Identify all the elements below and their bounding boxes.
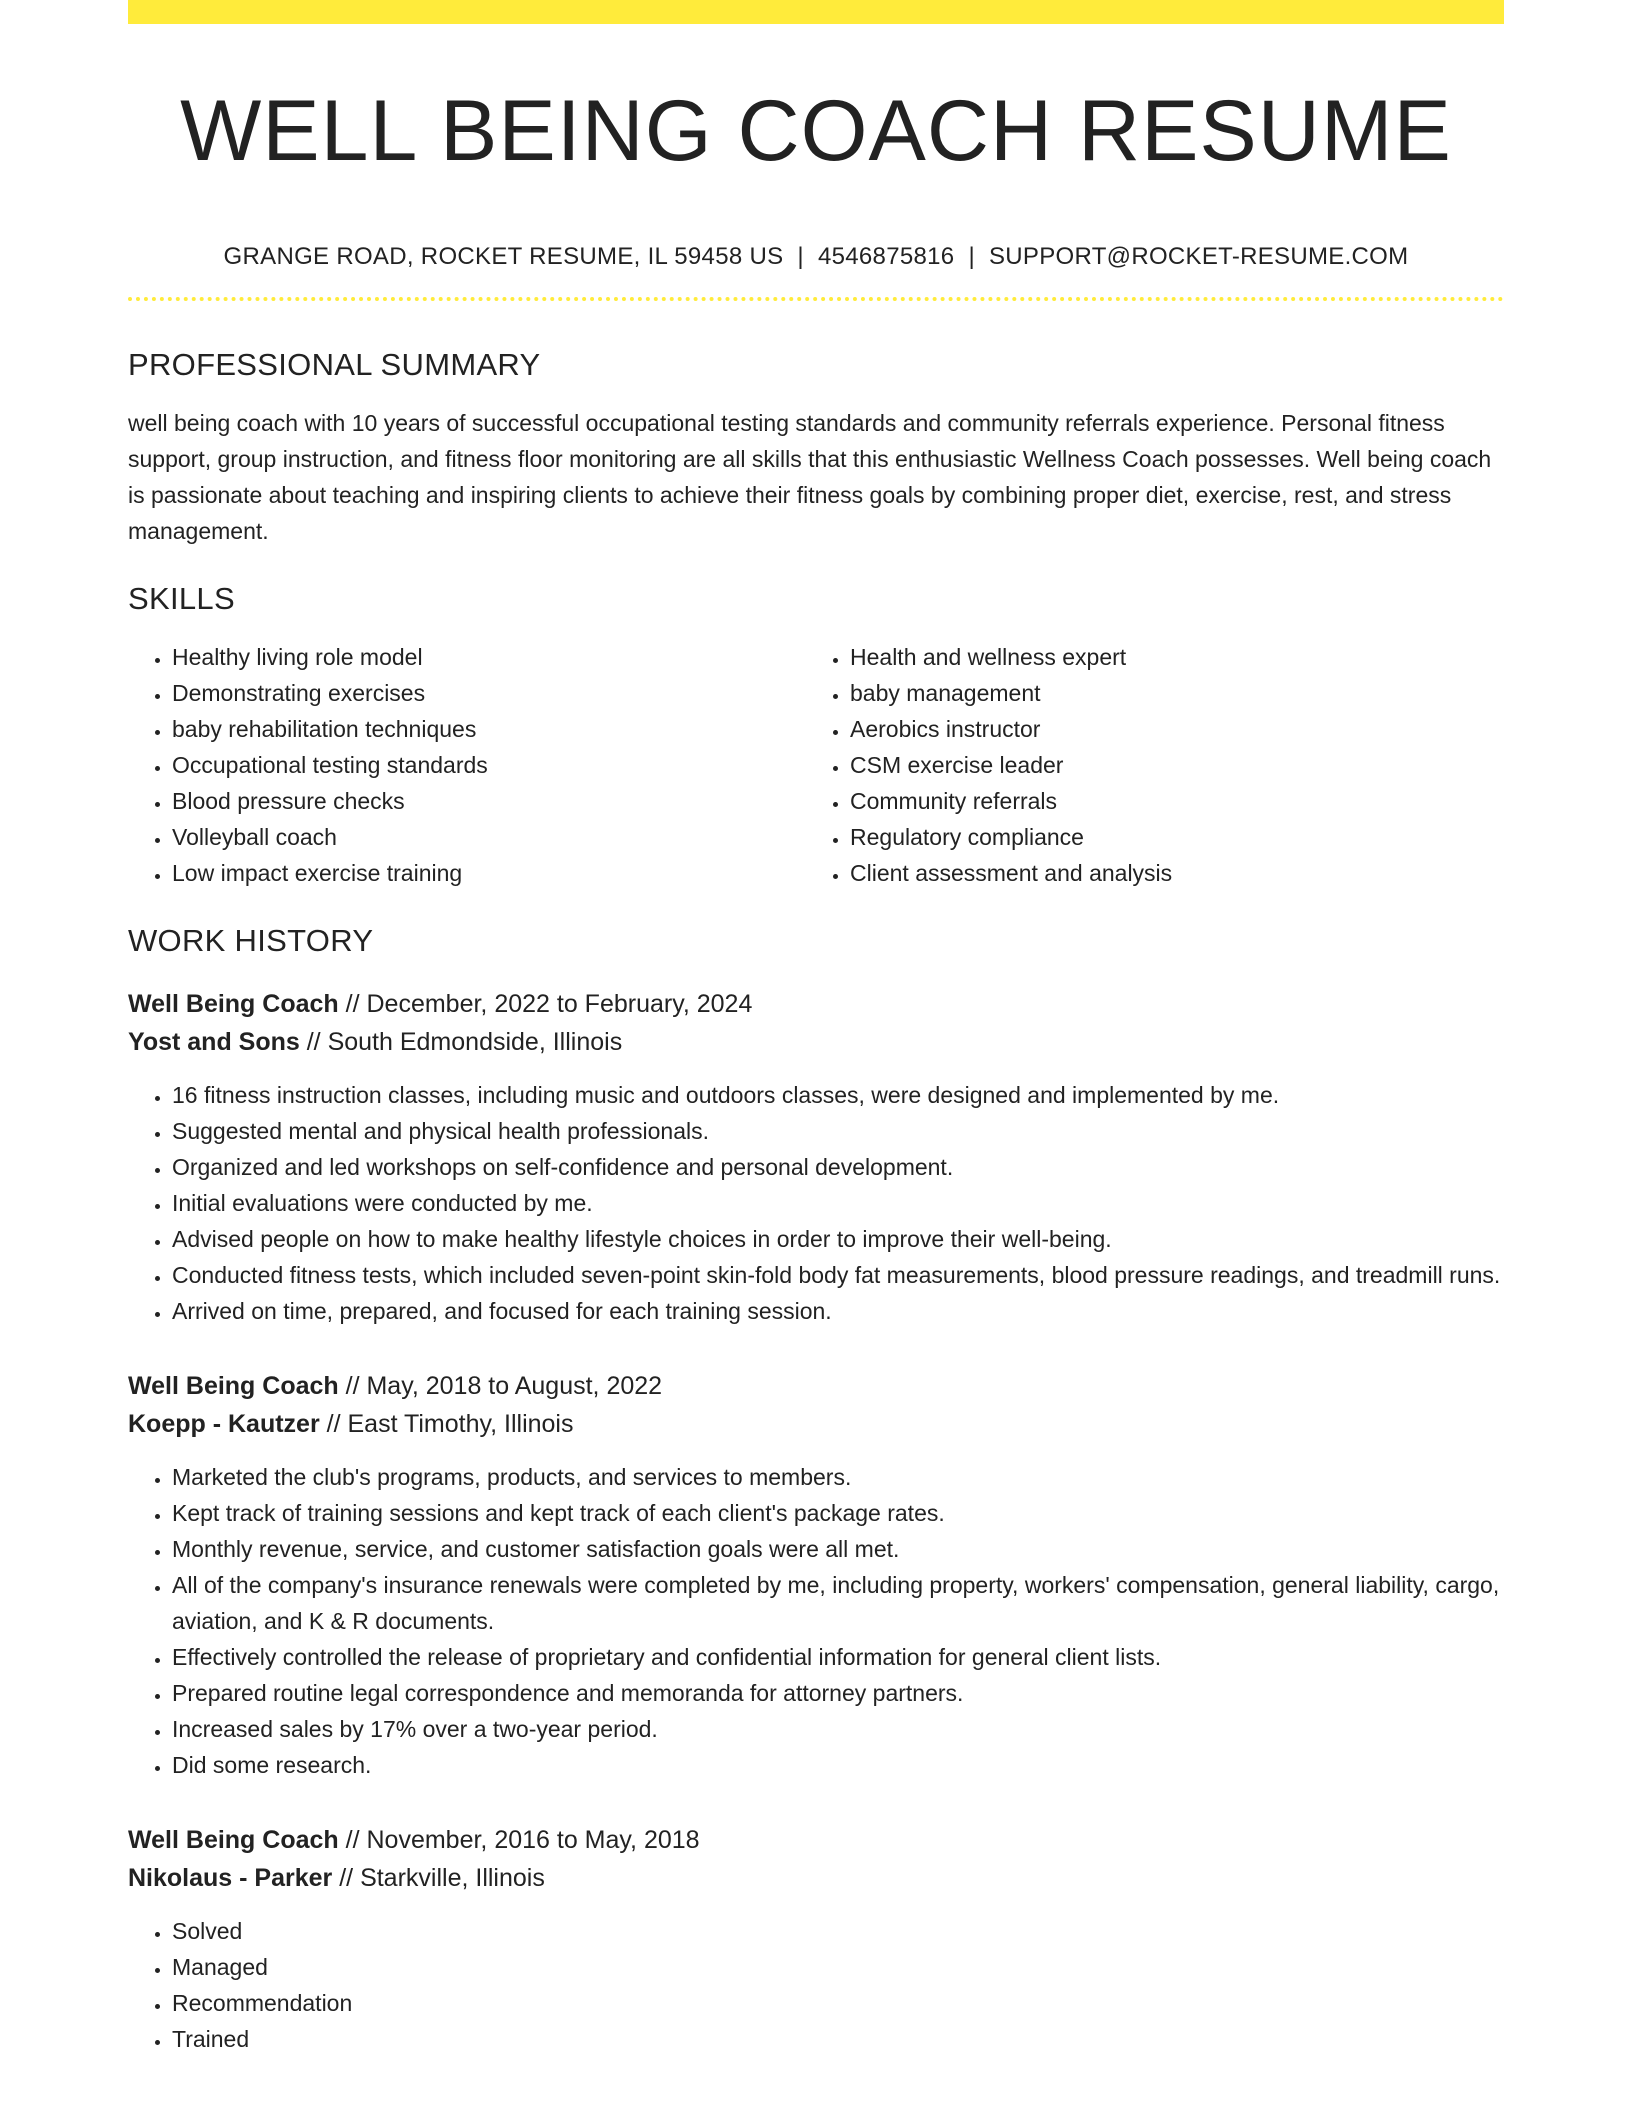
- job-bullet: • Organized and led workshops on self-confidence and personal development.: [172, 1149, 1504, 1185]
- job-location: South Edmondside, Illinois: [327, 1027, 623, 1056]
- skill-item: • baby rehabilitation techniques: [172, 711, 806, 747]
- job-bullet: • Advised people on how to make healthy lifestyle choices in order to improve their well-being.: [172, 1221, 1504, 1257]
- job-bullet: • 16 fitness instruction classes, including music and outdoors classes, were designed and implemented by me.: [172, 1077, 1504, 1113]
- resume-title: WELL BEING COACH RESUME: [180, 83, 1452, 179]
- job-bullet: • All of the company's insurance renewals were completed by me, including property, workers' compensation, general liability, cargo, aviation, and K & R documents.: [172, 1567, 1504, 1639]
- job-company-line: [128, 1859, 1504, 1897]
- skills-heading: SKILLS: [128, 580, 235, 616]
- job-company: Yost and Sons: [128, 1027, 300, 1056]
- job-title-line: [128, 985, 1504, 1023]
- job-dates: May, 2018 to August, 2022: [366, 1371, 663, 1400]
- job-bullets: [128, 1459, 1504, 1783]
- job-dates: December, 2022 to February, 2024: [366, 989, 753, 1018]
- job-title: Well Being Coach: [128, 1371, 339, 1400]
- job-bullet: • Increased sales by 17% over a two-year period.: [172, 1711, 1504, 1747]
- skills-list-right: [806, 639, 1504, 891]
- job-bullet: • Managed: [172, 1949, 1504, 1985]
- job-location: East Timothy, Illinois: [347, 1409, 574, 1438]
- skill-item: • Client assessment and analysis: [850, 855, 1504, 891]
- job-bullets: [128, 1077, 1504, 1329]
- job-separator: //: [319, 1409, 348, 1438]
- job-entry: [128, 1821, 1504, 2057]
- contact-separator: |: [968, 242, 975, 270]
- job-bullet: • Suggested mental and physical health professionals.: [172, 1113, 1504, 1149]
- work-history-heading: WORK HISTORY: [128, 922, 374, 958]
- job-bullet: • Did some research.: [172, 1747, 1504, 1783]
- job-separator: //: [332, 1863, 361, 1892]
- job-bullet: • Arrived on time, prepared, and focused for each training session.: [172, 1293, 1504, 1329]
- job-company-line: [128, 1405, 1504, 1443]
- skill-item: • baby management: [850, 675, 1504, 711]
- contact-phone: 4546875816: [817, 242, 955, 270]
- job-entry: [128, 985, 1504, 1329]
- skill-item: • Aerobics instructor: [850, 711, 1504, 747]
- skill-item: • Volleyball coach: [172, 819, 806, 855]
- job-separator: //: [338, 1371, 367, 1400]
- skill-item: • Healthy living role model: [172, 639, 806, 675]
- contact-line: [128, 243, 1504, 271]
- job-bullet: • Effectively controlled the release of proprietary and confidential information for general client lists.: [172, 1639, 1504, 1675]
- job-title-line: [128, 1367, 1504, 1405]
- skill-item: • Blood pressure checks: [172, 783, 806, 819]
- job-bullet: • Kept track of training sessions and kept track of each client's package rates.: [172, 1495, 1504, 1531]
- job-bullet: • Initial evaluations were conducted by me.: [172, 1185, 1504, 1221]
- summary-heading: PROFESSIONAL SUMMARY: [128, 346, 541, 382]
- skill-item: • Low impact exercise training: [172, 855, 806, 891]
- skill-item: • Regulatory compliance: [850, 819, 1504, 855]
- summary-text: well being coach with 10 years of successful occupational testing standards and community referrals experience. Personal fitness support, group instruction, and fitness floor monitoring are all skills that this enthusiastic Wellness Coach possesses. Well being coach is passionate about teaching and inspiring clients to achieve their fitness goals by combining proper diet, exercise, rest, and stress management.: [128, 409, 1492, 544]
- job-company-line: [128, 1023, 1504, 1061]
- contact-address: GRANGE ROAD, ROCKET RESUME, IL 59458 US: [223, 242, 784, 270]
- skill-item: • Community referrals: [850, 783, 1504, 819]
- job-separator: //: [299, 1027, 328, 1056]
- job-company: Koepp - Kautzer: [128, 1409, 320, 1438]
- job-bullets: [128, 1913, 1504, 2057]
- job-title-line: [128, 1821, 1504, 1859]
- skills-columns: [128, 639, 1504, 891]
- skill-item: • Demonstrating exercises: [172, 675, 806, 711]
- skill-item: • Occupational testing standards: [172, 747, 806, 783]
- job-bullet: • Trained: [172, 2021, 1504, 2057]
- dotted-divider: [128, 297, 1504, 301]
- job-company: Nikolaus - Parker: [128, 1863, 333, 1892]
- job-bullet: • Recommendation: [172, 1985, 1504, 2021]
- job-bullet: • Prepared routine legal correspondence and memoranda for attorney partners.: [172, 1675, 1504, 1711]
- resume-page: [128, 0, 1504, 2057]
- skill-item: • CSM exercise leader: [850, 747, 1504, 783]
- job-title: Well Being Coach: [128, 1825, 339, 1854]
- job-bullet: • Solved: [172, 1913, 1504, 1949]
- job-dates: November, 2016 to May, 2018: [366, 1825, 700, 1854]
- job-entry: [128, 1367, 1504, 1783]
- job-bullet: • Marketed the club's programs, products, and services to members.: [172, 1459, 1504, 1495]
- job-bullet: • Monthly revenue, service, and customer satisfaction goals were all met.: [172, 1531, 1504, 1567]
- job-title: Well Being Coach: [128, 989, 339, 1018]
- job-bullet: • Conducted fitness tests, which included seven-point skin-fold body fat measurements, blood pressure readings, and treadmill runs.: [172, 1257, 1504, 1293]
- contact-email: SUPPORT@ROCKET-RESUME.COM: [988, 242, 1409, 270]
- top-accent-bar: [128, 0, 1504, 24]
- job-location: Starkville, Illinois: [360, 1863, 545, 1892]
- job-separator: //: [338, 1825, 367, 1854]
- skill-item: • Health and wellness expert: [850, 639, 1504, 675]
- contact-separator: |: [797, 242, 804, 270]
- skills-list-left: [128, 639, 806, 891]
- job-separator: //: [338, 989, 367, 1018]
